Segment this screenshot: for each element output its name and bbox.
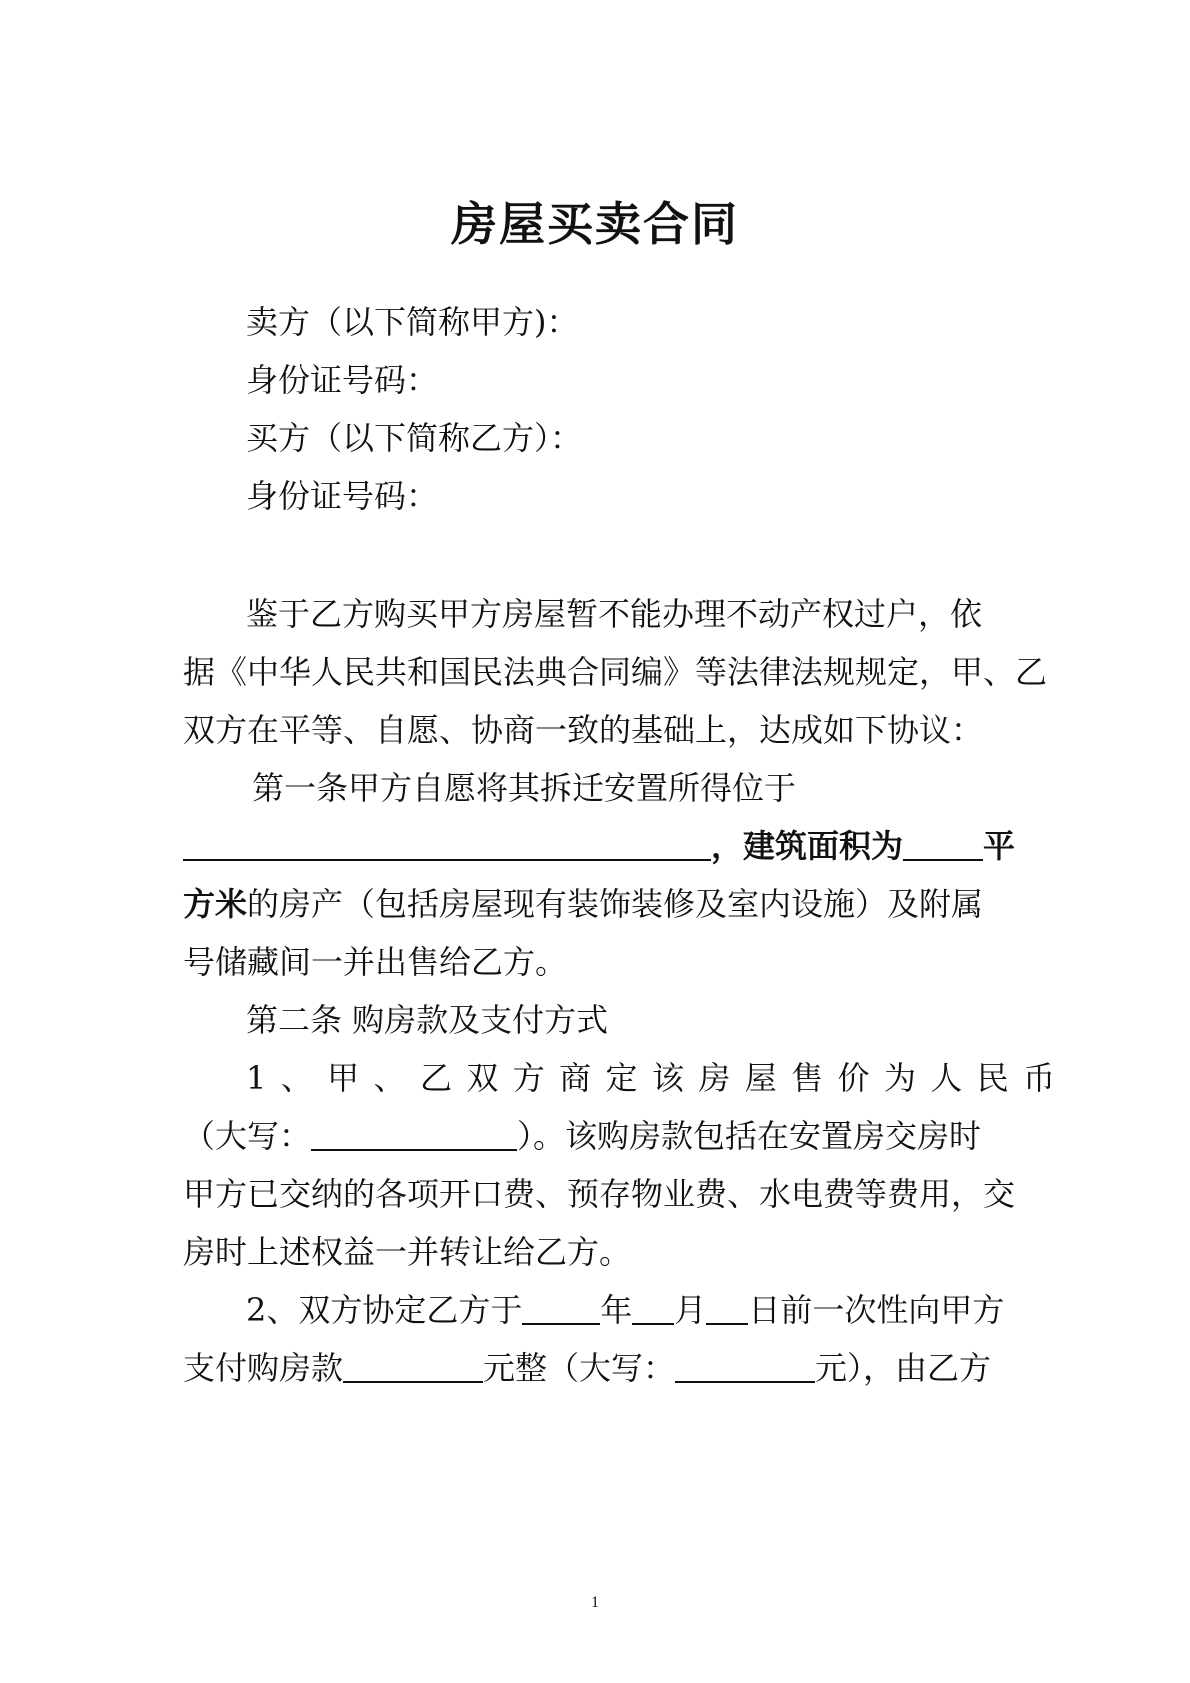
buyer-id-line: 身份证号码： xyxy=(246,477,439,515)
article2-item1-line-1: 1、甲、乙双方商定该房屋售价为人民币 xyxy=(246,1059,1070,1097)
preamble-line-1 xyxy=(246,594,983,634)
amount-caps-blank[interactable] xyxy=(311,1119,517,1151)
article2-item2-line-1 xyxy=(246,1290,1086,1330)
area-unit-end: 方米 xyxy=(183,885,248,923)
area-blank[interactable] xyxy=(903,829,983,861)
month-label: 月 xyxy=(674,1291,707,1329)
seller-line: 卖方（以下简称甲方)： xyxy=(246,303,579,341)
payment-date-label: 2、双方协定乙方于 xyxy=(246,1291,523,1329)
month-blank[interactable] xyxy=(632,1293,674,1325)
year-label: 年 xyxy=(600,1291,633,1329)
location-blank[interactable] xyxy=(183,829,711,861)
payment-caps-label: 元整（大写： xyxy=(483,1349,676,1387)
article2-item1-line-4: 房时上述权益一并转让给乙方。 xyxy=(183,1233,632,1271)
article2-heading: 第二条 购房款及支付方式 xyxy=(246,1001,609,1039)
article2-item1-line-2 xyxy=(183,1116,1023,1156)
area-unit-start: 平 xyxy=(983,827,1016,865)
page-number: 1 xyxy=(591,1594,599,1611)
seller-id-line: 身份证号码： xyxy=(246,361,439,399)
payment-label: 支付购房款 xyxy=(183,1349,344,1387)
area-label: ，建筑面积为 xyxy=(711,827,904,865)
buyer-line: 买方（以下简称乙方）： xyxy=(246,419,583,457)
amount-caps-label: （大写： xyxy=(183,1117,312,1155)
payment-caps-blank[interactable] xyxy=(675,1351,815,1383)
article2-item1-text-2: ）。该购房款包括在安置房交房时 xyxy=(517,1117,982,1155)
article1-text-3: 的房产（包括房屋现有装饰装修及室内设施）及附属 xyxy=(247,885,984,923)
article1-line-3 xyxy=(183,884,1023,924)
payment-tail: 元），由乙方 xyxy=(815,1349,992,1387)
preamble-text-2: 据《中华人民共和国民法典合同编》等法律法规规定，甲、乙 xyxy=(183,653,1048,691)
preamble-line-2 xyxy=(183,652,1048,692)
year-blank[interactable] xyxy=(522,1293,600,1325)
article1-line-1: 第一条甲方自愿将其拆迁安置所得位于 xyxy=(252,769,797,807)
payment-amount-blank[interactable] xyxy=(343,1351,483,1383)
preamble-text-1: 鉴于乙方购买甲方房屋暂不能办理不动产权过户，依 xyxy=(246,595,983,633)
day-label: 日前一次性向甲方 xyxy=(748,1291,1005,1329)
article2-item1-line-3: 甲方已交纳的各项开口费、预存物业费、水电费等费用，交 xyxy=(183,1175,1016,1213)
article1-line-2 xyxy=(183,826,1023,866)
article1-line-4: 号储藏间一并出售给乙方。 xyxy=(183,943,568,981)
document-title: 房屋买卖合同 xyxy=(451,197,739,251)
article2-item2-line-2 xyxy=(183,1348,1023,1388)
preamble-line-3: 双方在平等、自愿、协商一致的基础上，达成如下协议： xyxy=(183,711,984,749)
day-blank[interactable] xyxy=(706,1293,748,1325)
